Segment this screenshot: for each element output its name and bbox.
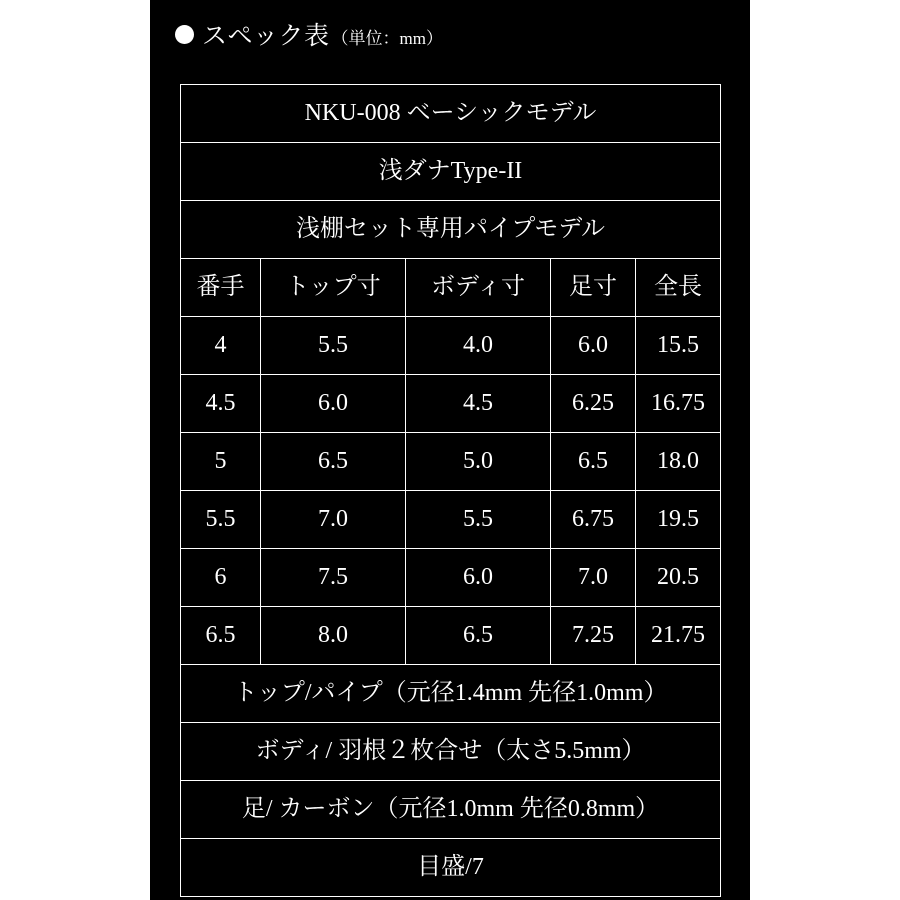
table-row <box>181 201 721 259</box>
cell-leg: 6.0 <box>551 317 636 375</box>
table-row <box>181 549 721 607</box>
cell-top: 6.0 <box>261 375 406 433</box>
cell-body: 6.0 <box>406 549 551 607</box>
cell-size: 5.5 <box>181 491 261 549</box>
table-row <box>181 723 721 781</box>
spec-heading-title: スペック表 <box>202 23 330 50</box>
table-row <box>181 839 721 897</box>
spec-leg-material: 足/ カーボン（元径1.0mm 先径0.8mm） <box>181 781 721 839</box>
column-header-leg: 足寸 <box>551 259 636 317</box>
table-row <box>181 317 721 375</box>
model-desc-cell: 浅棚セット専用パイプモデル <box>181 201 721 259</box>
column-header-body: ボディ寸 <box>406 259 551 317</box>
cell-leg: 7.25 <box>551 607 636 665</box>
table-row <box>181 375 721 433</box>
cell-body: 6.5 <box>406 607 551 665</box>
table-row <box>181 665 721 723</box>
table-row <box>181 607 721 665</box>
column-header-size: 番手 <box>181 259 261 317</box>
column-header-total: 全長 <box>636 259 721 317</box>
cell-body: 5.5 <box>406 491 551 549</box>
model-type-cell: 浅ダナType-II <box>181 143 721 201</box>
cell-size: 6 <box>181 549 261 607</box>
cell-size: 4.5 <box>181 375 261 433</box>
spec-panel <box>150 0 750 900</box>
spec-top-material: トップ/パイプ（元径1.4mm 先径1.0mm） <box>181 665 721 723</box>
cell-total: 20.5 <box>636 549 721 607</box>
column-header-top: トップ寸 <box>261 259 406 317</box>
cell-total: 16.75 <box>636 375 721 433</box>
cell-top: 8.0 <box>261 607 406 665</box>
table-header-row <box>181 259 721 317</box>
table-row <box>181 433 721 491</box>
cell-top: 7.5 <box>261 549 406 607</box>
cell-leg: 7.0 <box>551 549 636 607</box>
cell-body: 5.0 <box>406 433 551 491</box>
cell-top: 6.5 <box>261 433 406 491</box>
table-row <box>181 781 721 839</box>
table-row <box>181 491 721 549</box>
table-row <box>181 143 721 201</box>
cell-body: 4.0 <box>406 317 551 375</box>
spec-body-material: ボディ/ 羽根２枚合せ（太さ5.5mm） <box>181 723 721 781</box>
cell-total: 19.5 <box>636 491 721 549</box>
spec-table <box>180 84 721 897</box>
cell-leg: 6.5 <box>551 433 636 491</box>
cell-size: 5 <box>181 433 261 491</box>
bullet-icon <box>175 25 194 44</box>
cell-leg: 6.25 <box>551 375 636 433</box>
spec-heading-unit: （単位：mm） <box>331 28 443 48</box>
cell-leg: 6.75 <box>551 491 636 549</box>
cell-body: 4.5 <box>406 375 551 433</box>
cell-size: 6.5 <box>181 607 261 665</box>
spec-scale-count: 目盛/7 <box>181 839 721 897</box>
cell-size: 4 <box>181 317 261 375</box>
cell-total: 21.75 <box>636 607 721 665</box>
table-row <box>181 85 721 143</box>
cell-top: 7.0 <box>261 491 406 549</box>
cell-total: 18.0 <box>636 433 721 491</box>
spec-heading <box>175 16 443 52</box>
cell-top: 5.5 <box>261 317 406 375</box>
model-name-cell: NKU-008 ベーシックモデル <box>181 85 721 143</box>
cell-total: 15.5 <box>636 317 721 375</box>
